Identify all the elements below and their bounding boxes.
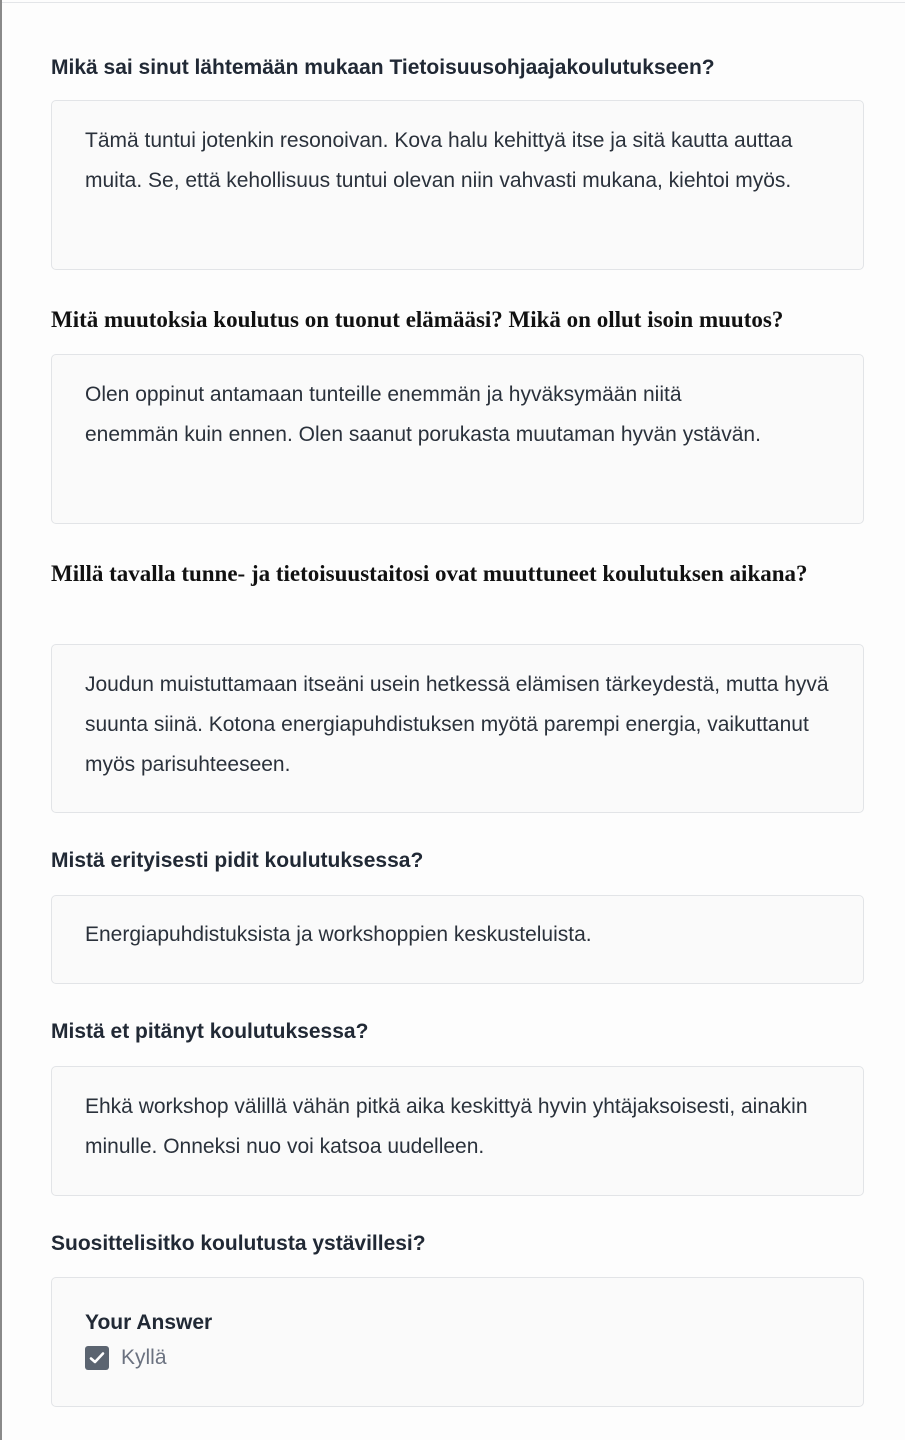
answer-box-3: [51, 644, 864, 813]
question-1: Mikä sai sinut lähtemään mukaan Tietoisuusohjaajakoulutukseen?: [51, 56, 715, 79]
divider: [2, 2, 905, 3]
answer-5: Ehkä workshop välillä vähän pitkä aika keskittyä hyvin yhtäjaksoisesti, ainakin minulle. Onneksi nuo voi katsoa uudelleen.: [85, 1095, 808, 1158]
question-4: Mistä erityisesti pidit koulutuksessa?: [51, 849, 424, 872]
answer-box-6: [51, 1277, 864, 1407]
checkbox-checked-icon[interactable]: [85, 1346, 109, 1370]
question-3: Millä tavalla tunne- ja tietoisuustaitosi ovat muuttuneet koulutuksen aikana?: [51, 561, 808, 586]
question-2: Mitä muutoksia koulutus on tuonut elämääsi? Mikä on ollut isoin muutos?: [51, 307, 784, 332]
answer-3: Joudun muistuttamaan itseäni usein hetkessä elämisen tärkeydestä, mutta hyvä suunta siinä. Kotona energiapuhdistuksen myötä parempi energia, vaikuttanut myös parisuhteeseen.: [85, 673, 829, 776]
option-label: Kyllä: [121, 1346, 167, 1369]
question-6: Suosittelisitko koulutusta ystävillesi?: [51, 1232, 426, 1255]
answer-box-1: [51, 100, 864, 270]
your-answer-label: Your Answer: [85, 1311, 213, 1334]
answer-4: Energiapuhdistuksista ja workshoppien keskusteluista.: [85, 923, 592, 946]
answer-box-2: [51, 354, 864, 524]
option-kylla[interactable]: [85, 1346, 830, 1370]
question-5: Mistä et pitänyt koulutuksessa?: [51, 1020, 369, 1043]
window-edge: [0, 0, 2, 1440]
answer-box-5: [51, 1066, 864, 1196]
answer-2: Olen oppinut antamaan tunteille enemmän ja hyväksymään niitä enemmän kuin ennen. Olen saanut porukasta muutaman hyvän ystävän.: [85, 383, 761, 446]
answer-box-4: [51, 895, 864, 984]
answer-1: Tämä tuntui jotenkin resonoivan. Kova halu kehittyä itse ja sitä kautta auttaa muita. Se, että kehollisuus tuntui olevan niin vahvasti mukana, kiehtoi myös.: [85, 129, 793, 192]
